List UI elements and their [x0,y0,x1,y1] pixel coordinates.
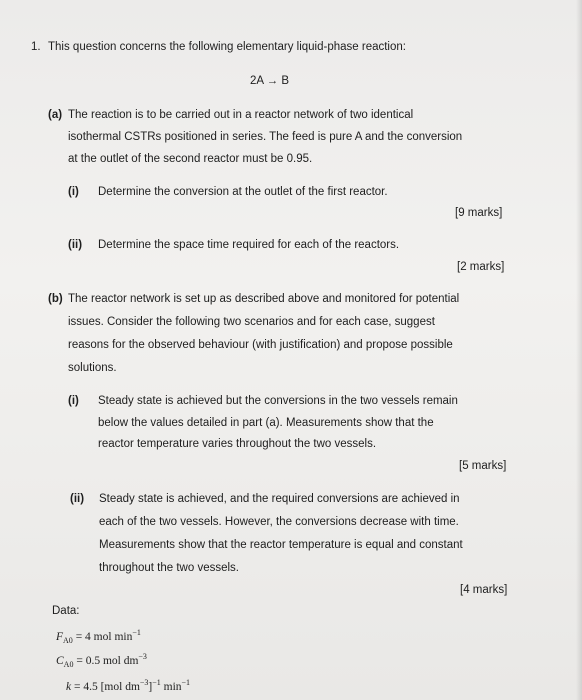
part-a-line-1: The reaction is to be carried out in a reactor network of two identical [68,109,414,121]
k-unit-exponent: −1 [181,678,191,687]
ca0-equation [56,652,147,669]
part-b-i-line-3: reactor temperature varies throughout the two vessels. [98,438,377,450]
question-stem: This question concerns the following elementary liquid-phase reaction: [48,41,406,53]
part-b-line-3: reasons for the observed behaviour (with justification) and propose possible [68,339,453,351]
ca0-symbol: C [56,654,64,667]
k-bracket-close: ] [148,680,153,693]
data-title: Data: [52,605,80,617]
ca0-exponent: −3 [138,652,147,661]
fa0-exponent: −1 [132,628,141,637]
part-b-label: (b) [48,293,63,305]
part-a-line-3: at the outlet of the second reactor must be 0.95. [68,153,313,165]
k-exponent-inner: −3 [139,678,149,687]
part-b-ii-line-1: Steady state is achieved, and the required conversions are achieved in [99,493,460,505]
part-b-i-line-2: below the values detailed in part (a). Measurements show that the [98,417,434,429]
fa0-value: = 4 mol min [75,630,133,643]
part-b-ii-line-2: each of the two vessels. However, the conversions decrease with time. [99,516,459,528]
part-b-ii-line-4: throughout the two vessels. [99,562,239,574]
question-number: 1. [31,41,41,53]
reaction-equation: 2A → B [250,75,289,87]
part-a-ii-marks: [2 marks] [457,261,505,273]
k-value: = 4.5 [mol dm [73,680,140,693]
part-b-i-label: (i) [68,395,79,407]
k-symbol: k [66,680,72,693]
k-equation [66,678,190,693]
part-a-ii-label: (ii) [68,239,83,251]
part-b-ii-marks: [4 marks] [460,584,508,596]
part-a-i-marks: [9 marks] [455,207,503,219]
ca0-value: = 0.5 mol dm [76,654,139,667]
part-b-ii-label: (ii) [70,493,85,505]
part-b-line-4: solutions. [68,362,117,374]
part-b-i-marks: [5 marks] [459,460,507,472]
part-a-i-label: (i) [68,186,79,198]
k-exponent-outer: −1 [152,678,161,687]
page-edge-shadow [576,0,582,700]
part-a-label: (a) [48,109,63,121]
fa0-subscript: A0 [63,636,73,646]
fa0-symbol: F [56,630,64,643]
part-a-i-text: Determine the conversion at the outlet of the first reactor. [98,186,388,198]
k-unit: min [163,680,182,693]
part-a-line-2: isothermal CSTRs positioned in series. The feed is pure A and the conversion [68,131,463,143]
part-a-ii-text: Determine the space time required for each of the reactors. [98,239,400,251]
part-b-line-2: issues. Consider the following two scenarios and for each case, suggest [68,316,435,328]
part-b-ii-line-3: Measurements show that the reactor temperature is equal and constant [99,539,463,551]
fa0-equation [56,628,141,645]
part-b-i-line-1: Steady state is achieved but the conversions in the two vessels remain [98,395,458,407]
ca0-subscript: A0 [63,660,74,670]
part-b-line-1: The reactor network is set up as described above and monitored for potential [68,293,460,305]
